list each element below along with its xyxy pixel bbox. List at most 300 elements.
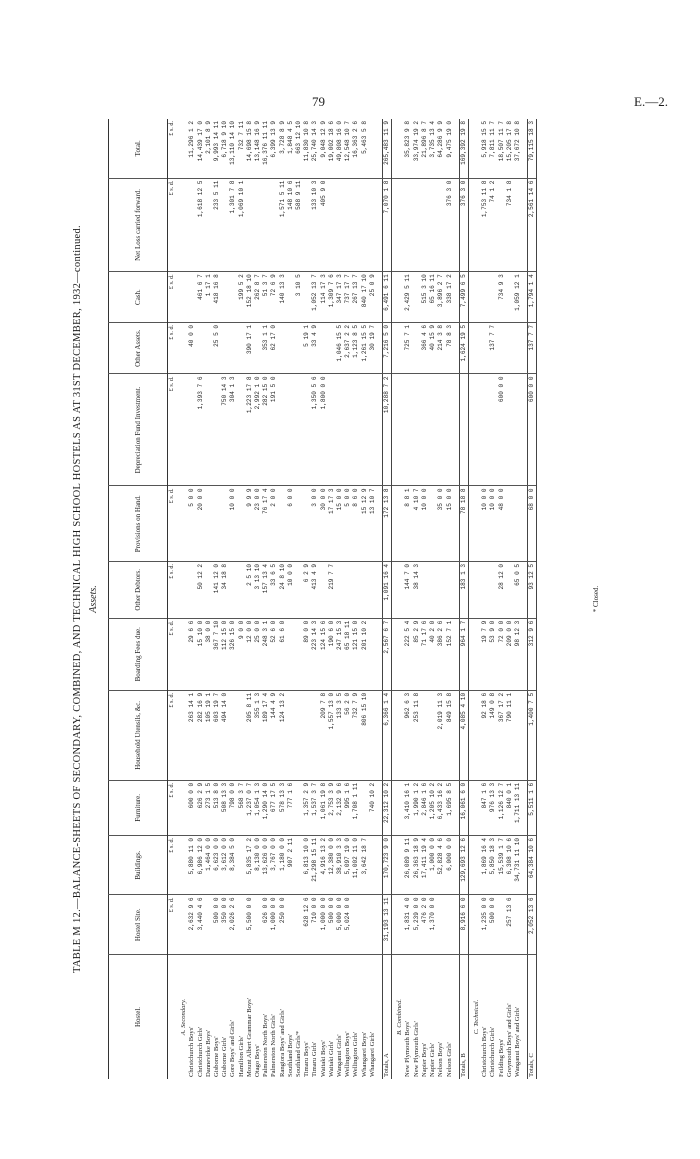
empty-cell <box>392 690 405 780</box>
hostel-name: Dannevirke Boys' <box>205 955 213 1080</box>
table-row <box>404 119 412 1079</box>
amount-cell: 34,731 11 10 <box>514 835 522 895</box>
amount-cell: 49,808 16 0 <box>336 121 344 162</box>
amount-cell <box>514 690 522 780</box>
amount-cell: 10 0 0 <box>489 486 497 562</box>
amount-cell <box>413 374 421 486</box>
amount-cell: 124 15 6 <box>320 618 328 690</box>
amount-cell: 233 5 11 <box>213 178 221 272</box>
amount-cell: 6 0 0 <box>287 486 295 562</box>
empty-cell <box>392 119 405 178</box>
amount-cell <box>328 322 336 374</box>
amount-cell: 250 0 0 <box>279 895 287 955</box>
amount-cell <box>287 322 295 374</box>
amount-cell <box>361 374 369 486</box>
table-row <box>311 119 319 1079</box>
amount-cell <box>303 272 311 323</box>
footnote: * Closed. <box>592 585 600 613</box>
amount-cell: 9,475 19 0 <box>445 121 453 158</box>
amount-cell: 15 12 9 <box>361 486 369 562</box>
amount-cell: 1,180 0 0 <box>279 835 287 895</box>
amount-cell: 262 8 7 <box>254 272 262 323</box>
table-row <box>238 119 246 1079</box>
amount-cell: 74 1 2 <box>489 178 497 272</box>
amount-cell: 53 9 0 <box>489 618 497 690</box>
amount-cell: 222 5 4 <box>404 618 412 690</box>
amount-cell: 326 15 0 <box>229 618 237 690</box>
amount-cell: 5,850 18 3 <box>489 835 497 895</box>
amount-cell <box>229 322 237 374</box>
table-row <box>279 119 287 1079</box>
amount-cell <box>311 690 319 780</box>
amount-cell <box>514 374 522 486</box>
amount-cell <box>320 561 328 618</box>
amount-cell <box>429 374 437 486</box>
amount-cell <box>238 561 246 618</box>
amount-cell: 92 18 6 <box>481 690 489 780</box>
unit-cell: £ s. d. <box>168 561 177 618</box>
amount-cell <box>221 322 229 374</box>
amount-cell: 85 2 9 <box>413 618 421 690</box>
amount-cell: 11,830 10 8 <box>303 121 311 162</box>
amount-cell: 214 3 8 <box>437 322 445 374</box>
amount-cell: 1,537 3 7 <box>311 780 319 835</box>
amount-cell: 376 3 0 <box>446 178 454 272</box>
unit-cell <box>168 955 177 1080</box>
total-amount-cell: 8,916 6 0 <box>459 895 468 955</box>
section-title: B. Combined. <box>392 955 405 1080</box>
amount-cell <box>295 486 303 562</box>
empty-cell <box>176 272 188 323</box>
total-amount-cell: 172 13 8 <box>383 486 392 562</box>
empty-cell <box>176 561 188 618</box>
amount-cell <box>361 178 369 272</box>
amount-cell: 1,052 13 7 <box>311 272 319 323</box>
amount-cell: 189 17 4 <box>262 690 270 780</box>
amount-cell: 2 5 10 <box>246 561 254 618</box>
amount-cell: 12,380 0 0 <box>328 835 336 895</box>
amount-cell: 1,126 12 7 <box>498 780 506 835</box>
hostel-name: New Plymouth Boys' <box>404 955 412 1080</box>
amount-cell: 1,059 12 1 <box>514 272 522 323</box>
amount-cell <box>229 272 237 323</box>
hostel-name: Christchurch Girls' <box>489 955 497 1080</box>
hostel-name: Timaru Girls' <box>311 955 319 1080</box>
amount-cell: 461 6 7 <box>197 272 205 323</box>
amount-cell <box>514 322 522 374</box>
hostel-name: Wellington Boys' <box>344 955 352 1080</box>
amount-cell: 3,612 0 0 <box>221 835 229 895</box>
amount-cell: 355 1 3 <box>254 690 262 780</box>
empty-cell <box>392 618 405 690</box>
total-amount-cell: 5,511 1 6 <box>528 780 537 835</box>
amount-cell: 1 17 1 <box>205 272 213 323</box>
amount-cell: 3 10 5 <box>295 272 303 323</box>
amount-cell: 112 15 0 <box>221 618 229 690</box>
amount-cell: 219 7 7 <box>328 561 336 618</box>
amount-cell: 847 1 6 <box>481 780 489 835</box>
empty-cell <box>468 119 481 178</box>
hostel-name: Nelson Boys' <box>437 955 445 1080</box>
amount-cell <box>369 561 377 618</box>
amount-cell <box>344 178 352 272</box>
amount-cell: 157 13 4 <box>262 561 270 618</box>
amount-cell: 4 10 7 <box>413 486 421 562</box>
amount-cell: 15,205 17 8 <box>505 121 513 162</box>
amount-cell: 6 2 9 <box>303 561 311 618</box>
amount-cell: 840 0 1 <box>506 780 514 835</box>
amount-cell <box>481 561 489 618</box>
total-amount-cell: 93 12 5 <box>528 561 537 618</box>
empty-cell <box>468 618 481 690</box>
hostel-name: Napier Boys' <box>421 955 429 1080</box>
amount-cell: 26,089 9 11 <box>404 835 412 895</box>
amount-cell: 38 0 0 <box>205 618 213 690</box>
amount-cell: 282 15 0 <box>262 374 270 486</box>
amount-cell: 1,309 7 6 <box>328 272 336 323</box>
empty-cell <box>468 178 481 272</box>
amount-cell: 18,507 11 7 <box>497 121 505 162</box>
amount-cell <box>279 322 287 374</box>
units-row <box>168 119 177 1079</box>
hostel-name: Waitaki Girls' <box>328 955 336 1080</box>
column-header: Hostel. <box>109 955 168 1080</box>
amount-cell <box>421 374 429 486</box>
amount-cell: 338 17 2 <box>446 272 454 323</box>
table-subtitle: Assets. <box>88 585 99 613</box>
amount-cell <box>506 486 514 562</box>
amount-cell: 750 14 3 <box>221 374 229 486</box>
amount-cell <box>361 780 369 835</box>
total-amount-cell: 7,216 5 0 <box>383 322 392 374</box>
column-header-row <box>109 119 168 1079</box>
amount-cell <box>254 322 262 374</box>
amount-cell: 71 17 6 <box>421 618 429 690</box>
amount-cell: 4,916 13 2 <box>320 835 328 895</box>
amount-cell <box>254 178 262 272</box>
table-row <box>369 119 377 1079</box>
empty-cell <box>392 272 405 323</box>
total-amount-cell: 169,392 19 8 <box>459 119 468 178</box>
amount-cell: 5 19 1 <box>303 322 311 374</box>
table-row <box>352 119 360 1079</box>
amount-cell: 152 7 1 <box>446 618 454 690</box>
empty-cell <box>468 561 481 618</box>
amount-cell <box>254 895 262 955</box>
amount-cell: 962 6 3 <box>404 690 412 780</box>
amount-cell: 2,101 8 9 <box>204 121 212 154</box>
table-row <box>328 119 336 1079</box>
amount-cell: 40 2 0 <box>429 618 437 690</box>
amount-cell: 2,632 9 6 <box>188 895 196 955</box>
amount-cell: 149 0 8 <box>489 690 497 780</box>
amount-cell: 600 0 0 <box>188 780 196 835</box>
amount-cell: 3,735 13 4 <box>429 121 437 158</box>
amount-cell: 140 13 3 <box>279 272 287 323</box>
column-header: Total. <box>109 119 168 178</box>
amount-cell <box>437 178 445 272</box>
amount-cell: 1,301 7 8 <box>229 178 237 272</box>
total-amount-cell: 265,483 11 9 <box>383 119 392 178</box>
empty-cell <box>468 690 481 780</box>
rotated-table-block <box>72 119 672 1079</box>
amount-cell: 734 9 3 <box>498 272 506 323</box>
amount-cell <box>213 486 221 562</box>
amount-cell: 413 4 9 <box>311 561 319 618</box>
totals-label: Totals, C <box>528 955 537 1080</box>
table-row <box>303 119 311 1079</box>
amount-cell <box>481 272 489 323</box>
amount-cell: 1,557 13 0 <box>328 690 336 780</box>
amount-cell: 14,698 15 8 <box>245 121 253 162</box>
amount-cell: 3,896 2 7 <box>437 272 445 323</box>
total-amount-cell: 16,061 6 0 <box>459 780 468 835</box>
section-title: C. Technical. <box>468 955 481 1080</box>
amount-cell <box>506 374 514 486</box>
table-row <box>205 119 213 1079</box>
amount-cell <box>287 895 295 955</box>
amount-cell <box>506 272 514 323</box>
amount-cell <box>303 374 311 486</box>
amount-cell: 121 15 0 <box>352 618 360 690</box>
amount-cell: 367 17 2 <box>498 690 506 780</box>
empty-cell <box>468 895 481 955</box>
amount-cell: 2,753 3 9 <box>328 780 336 835</box>
amount-cell: 347 17 3 <box>336 272 344 323</box>
amount-cell: 849 15 8 <box>446 690 454 780</box>
amount-cell <box>320 322 328 374</box>
amount-cell <box>369 835 377 895</box>
amount-cell <box>413 178 421 272</box>
hostel-name: Napier Girls' <box>429 955 437 1080</box>
amount-cell <box>295 322 303 374</box>
amount-cell: 600 0 0 <box>498 374 506 486</box>
amount-cell <box>213 374 221 486</box>
amount-cell <box>404 374 412 486</box>
hostel-name: Gore Boys' and Girls' <box>229 955 237 1080</box>
total-amount-cell: 4,085 4 10 <box>459 690 468 780</box>
total-amount-cell: 2,561 14 6 <box>528 178 537 272</box>
amount-cell: 2,019 11 3 <box>437 690 445 780</box>
amount-cell: 3,410 16 1 <box>404 780 412 835</box>
amount-cell: 65 18 11 <box>344 618 352 690</box>
unit-cell: £ s. d. <box>168 835 177 895</box>
balance-sheet-table <box>108 119 537 1079</box>
hostel-name: Christchurch Boys' <box>481 955 489 1080</box>
amount-cell: 51 3 7 <box>262 272 270 323</box>
amount-cell <box>352 178 360 272</box>
amount-cell <box>205 895 213 955</box>
amount-cell: 1,869 16 4 <box>481 835 489 895</box>
amount-cell: 1,848 4 5 <box>286 121 294 154</box>
amount-cell: 734 1 8 <box>506 178 514 272</box>
hostel-name: Nelson Girls' <box>446 955 454 1080</box>
amount-cell: 995 1 6 <box>344 780 352 835</box>
amount-cell <box>279 486 287 562</box>
amount-cell <box>489 374 497 486</box>
amount-cell: 790 11 1 <box>506 690 514 780</box>
amount-cell: 223 14 3 <box>311 618 319 690</box>
amount-cell <box>287 272 295 323</box>
amount-cell: 56 2 0 <box>344 690 352 780</box>
amount-cell: 28 12 0 <box>498 561 506 618</box>
amount-cell: 737 17 7 <box>344 272 352 323</box>
total-amount-cell: 964 1 7 <box>459 618 468 690</box>
amount-cell: 5,918 15 5 <box>481 121 489 158</box>
amount-cell: 273 1 5 <box>205 780 213 835</box>
amount-cell: 21,896 8 7 <box>420 121 428 158</box>
amount-cell: 2,026 2 6 <box>229 895 237 955</box>
total-amount-cell: 183 1 3 <box>459 561 468 618</box>
hostel-name: Mount Albert Grammar Boys' <box>246 955 254 1080</box>
column-header: Household Utensils, &c. <box>109 690 168 780</box>
amount-cell: 38 14 3 <box>413 561 421 618</box>
page-code: E.—2. <box>634 94 668 109</box>
amount-cell: 732 7 11 <box>237 121 245 151</box>
amount-cell: 13 10 7 <box>369 486 377 562</box>
table-row <box>413 119 421 1079</box>
amount-cell <box>188 561 196 618</box>
total-amount-cell: 170,723 9 0 <box>383 835 392 895</box>
amount-cell: 124 13 2 <box>279 690 287 780</box>
amount-cell <box>295 780 303 835</box>
empty-cell <box>176 486 188 562</box>
amount-cell: 6,433 16 2 <box>437 780 445 835</box>
amount-cell: 48 0 0 <box>498 486 506 562</box>
amount-cell: 76 17 4 <box>262 486 270 562</box>
amount-cell: 137 7 7 <box>489 322 497 374</box>
hostel-name: Gisborne Boys' <box>213 955 221 1080</box>
table-row <box>498 119 506 1079</box>
amount-cell <box>498 178 506 272</box>
amount-cell: 40 15 9 <box>429 322 437 374</box>
amount-cell: 78 8 3 <box>446 322 454 374</box>
amount-cell: 5,024 0 0 <box>344 895 352 955</box>
amount-cell <box>421 690 429 780</box>
amount-cell: 8,130 0 0 <box>254 835 262 895</box>
table-row <box>213 119 221 1079</box>
hostel-name: Whangarei Girls' <box>369 955 377 1080</box>
amount-cell: 1,990 1 2 <box>413 780 421 835</box>
total-amount-cell: 6,366 1 4 <box>383 690 392 780</box>
amount-cell <box>413 322 421 374</box>
amount-cell: 17,411 19 4 <box>421 835 429 895</box>
amount-cell: 52,828 4 6 <box>437 835 445 895</box>
amount-cell: 50 12 2 <box>197 561 205 618</box>
amount-cell: 513 8 0 <box>213 780 221 835</box>
amount-cell: 248 3 1 <box>262 618 270 690</box>
amount-cell: 907 2 11 <box>287 835 295 895</box>
amount-cell <box>303 690 311 780</box>
amount-cell: 30 19 7 <box>369 322 377 374</box>
amount-cell <box>295 835 303 895</box>
amount-cell: 418 16 8 <box>213 272 221 323</box>
total-amount-cell: 137 7 7 <box>528 322 537 374</box>
amount-cell: 6,623 0 0 <box>213 835 221 895</box>
amount-cell <box>344 374 352 486</box>
amount-cell <box>197 322 205 374</box>
column-header: Boarding Fees due. <box>109 618 168 690</box>
amount-cell: 1,753 11 8 <box>481 178 489 272</box>
amount-cell: 2 0 0 <box>270 486 278 562</box>
amount-cell: 710 0 0 <box>311 895 319 955</box>
amount-cell <box>287 618 295 690</box>
amount-cell: 6,000 0 0 <box>446 835 454 895</box>
amount-cell <box>352 895 360 955</box>
hostel-name: Hamilton Girls' <box>238 955 246 1080</box>
amount-cell: 25 5 0 <box>213 322 221 374</box>
amount-cell: 24 8 10 <box>279 561 287 618</box>
empty-cell <box>392 895 405 955</box>
amount-cell <box>221 178 229 272</box>
empty-cell <box>468 486 481 562</box>
column-header: Provisions on Hand. <box>109 486 168 562</box>
amount-cell: 34 18 8 <box>221 561 229 618</box>
amount-cell: 777 1 6 <box>287 780 295 835</box>
amount-cell: 840 17 10 <box>361 272 369 323</box>
amount-cell <box>295 374 303 486</box>
amount-cell <box>352 374 360 486</box>
amount-cell: 1,711 13 11 <box>514 780 522 835</box>
amount-cell: 390 17 1 <box>246 322 254 374</box>
amount-cell: 8 8 1 <box>404 486 412 562</box>
amount-cell <box>188 178 196 272</box>
amount-cell: 1,464 0 0 <box>205 835 213 895</box>
hostel-name: Rangiora Boys' and Girls' <box>279 955 287 1080</box>
amount-cell: 1,357 2 9 <box>303 780 311 835</box>
amount-cell <box>188 374 196 486</box>
amount-cell <box>446 895 454 955</box>
table-row <box>320 119 328 1079</box>
amount-cell <box>369 178 377 272</box>
amount-cell <box>498 895 506 955</box>
amount-cell <box>437 374 445 486</box>
amount-cell: 21,298 15 11 <box>311 835 319 895</box>
amount-cell <box>437 895 445 955</box>
amount-cell: 205 8 11 <box>246 690 254 780</box>
amount-cell <box>188 272 196 323</box>
amount-cell: 367 7 10 <box>213 618 221 690</box>
amount-cell: 9 9 9 <box>246 486 254 562</box>
amount-cell: 72 6 9 <box>270 272 278 323</box>
total-amount-cell: 78 18 8 <box>459 486 468 562</box>
amount-cell: 588 9 11 <box>295 178 303 272</box>
table-row <box>262 119 270 1079</box>
empty-cell <box>392 322 405 374</box>
amount-cell: 304 1 3 <box>229 374 237 486</box>
amount-cell: 626 0 0 <box>262 895 270 955</box>
amount-cell: 15 10 0 <box>197 618 205 690</box>
amount-cell: 201 10 2 <box>361 618 369 690</box>
amount-cell: 15 0 0 <box>336 486 344 562</box>
empty-cell <box>176 119 188 178</box>
amount-cell: 5 0 0 <box>344 486 352 562</box>
hostel-name: Wellington Girls' <box>352 955 360 1080</box>
amount-cell <box>221 486 229 562</box>
amount-cell: 5,239 0 0 <box>413 895 421 955</box>
amount-cell <box>506 561 514 618</box>
amount-cell <box>344 561 352 618</box>
amount-cell: 65 0 5 <box>514 561 522 618</box>
amount-cell: 1,223 17 8 <box>246 374 254 486</box>
amount-cell: 1,123 8 5 <box>352 322 360 374</box>
amount-cell: 2,992 1 0 <box>254 374 262 486</box>
total-amount-cell: 1,794 1 4 <box>528 272 537 323</box>
total-amount-cell: 6,491 6 11 <box>383 272 392 323</box>
hostel-name: Feilding Boys' <box>498 955 506 1080</box>
amount-cell: 740 10 2 <box>369 780 377 835</box>
amount-cell: 14,439 17 0 <box>196 121 204 162</box>
